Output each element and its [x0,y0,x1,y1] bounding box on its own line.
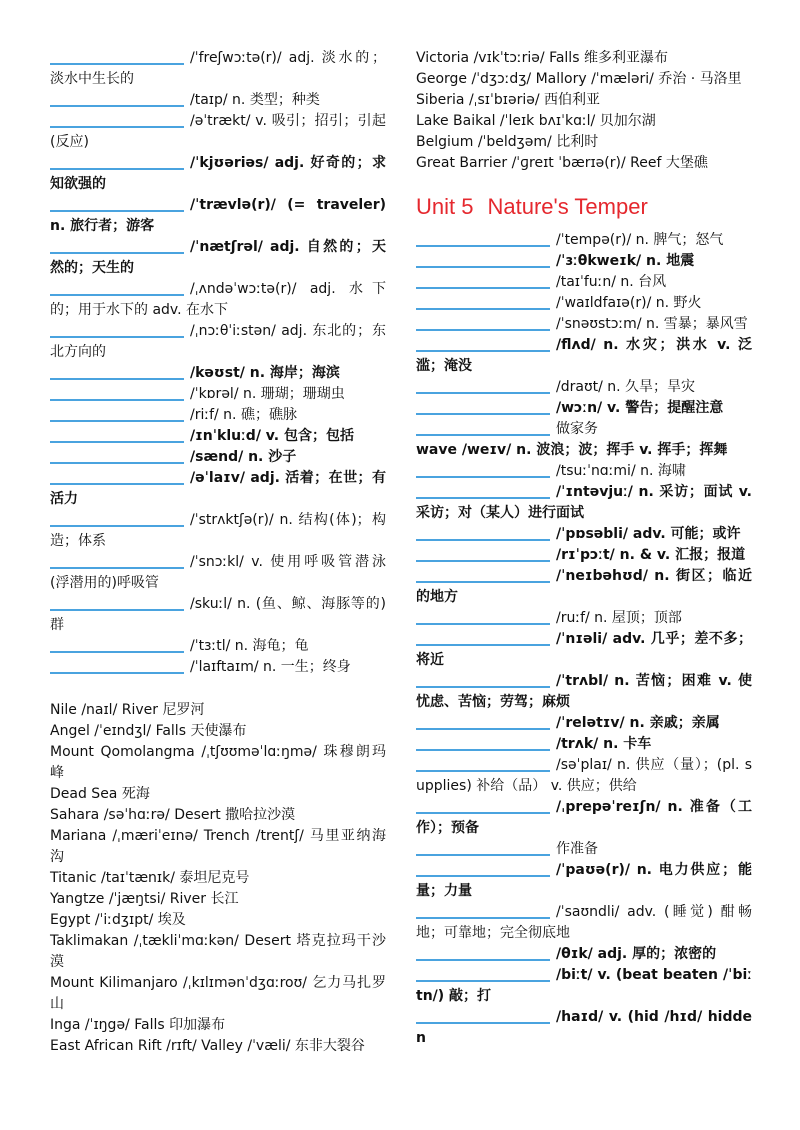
vocab-text: /ˈstrʌktʃə(r)/ n. 结构(体)；构造；体系 [50,512,386,549]
answer-blank[interactable] [416,231,550,247]
vocab-text: /ˈfreʃwɔːtə(r)/ adj. 淡水的；淡水中生长的 [50,50,386,87]
proper-noun-entry: Siberia /ˌsɪˈbɪəriə/ 西伯利亚 [416,92,600,108]
vocab-entry [416,440,752,461]
vocab-entry [416,944,752,965]
vocab-entry [416,860,752,902]
proper-noun-entry: Lake Baikal /ˈleɪk bʌɪˈkɑːl/ 贝加尔湖 [416,113,656,129]
vocab-text: /əˈlaɪv/ adj. 活着；在世；有活力 [50,470,386,507]
vocab-entry [416,293,752,314]
vocab-entry [50,405,386,426]
vocab-text: /ˈkjʊəriəs/ adj. 好奇的；求知欲强的 [50,155,386,192]
vocab-text: /ˌprepəˈreɪʃn/ n. 准备（工作）；预备 [416,799,752,836]
answer-blank[interactable] [50,49,184,65]
vocab-text: /taɪˈfuːn/ n. 台风 [556,274,667,290]
vocab-entry [50,552,386,594]
answer-blank[interactable] [50,280,184,296]
vocab-text: /ˈtrʌbl/ n. 苦恼；困难 v. 使忧虑、苦恼；劳驾；麻烦 [416,673,752,710]
vocab-entry [50,468,386,510]
vocab-text: /ˌnɔːθˈiːstən/ adj. 东北的；东北方向的 [50,323,386,360]
vocab-entry [416,566,752,608]
proper-noun-entry: East African Rift /rɪft/ Valley /ˈvæli/ 东非大裂谷 [50,1038,365,1054]
proper-noun-entry: Yangtze /ˈjæŋtsi/ River 长江 [50,891,239,907]
left-column [50,48,386,1057]
vocab-entry [50,384,386,405]
vocab-entry [50,363,386,384]
vocab-text: /ˌʌndəˈwɔːtə(r)/ adj. 水下的；用于水下的 adv. 在水下 [50,281,386,318]
vocab-entry [416,524,752,545]
answer-blank[interactable] [50,364,184,380]
vocab-entry [416,419,752,440]
vocab-text: 做家务 [556,421,598,437]
vocab-text: /ˈrelətɪv/ n. 亲戚；亲属 [556,715,720,731]
vocab-text: /ˈlaɪftaɪm/ n. 一生；终身 [190,659,351,675]
answer-blank[interactable] [416,1008,550,1024]
answer-blank[interactable] [50,406,184,422]
vocab-text: /haɪd/ v. (hid /hɪd/ hidden [416,1009,752,1046]
answer-blank[interactable] [50,595,184,611]
proper-noun-entry: Great Barrier /ˈɡreɪt ˈbærɪə(r)/ Reef 大堡礁 [416,155,708,171]
proper-noun-entry: Angel /ˈeɪndʒl/ Falls 天使瀑布 [50,723,247,739]
vocab-entry [50,636,386,657]
vocab-text: /ˈtempə(r)/ n. 脾气；怒气 [556,232,724,248]
answer-blank[interactable] [416,399,550,415]
unit-heading [416,192,752,222]
answer-blank[interactable] [416,840,550,856]
vocab-text: /flʌd/ n. 水灾；洪水 v. 泛滥；淹没 [416,337,752,374]
right-column [416,48,752,1049]
vocab-text: /səˈplaɪ/ n. 供应（量）；(pl. supplies) 补给（品） v. 供应；供给 [416,757,752,794]
vocab-entry [50,594,386,636]
vocab-entry [416,1007,752,1049]
answer-blank[interactable] [416,273,550,289]
vocab-entry [416,230,752,251]
vocab-text: /skuːl/ n. (鱼、鲸、海豚等的)群 [50,596,386,633]
vocab-text: /draʊt/ n. 久旱；旱灾 [556,379,696,395]
proper-noun-entry: Inga /ˈɪŋgə/ Falls 印加瀑布 [50,1017,226,1033]
answer-blank[interactable] [416,630,550,646]
vocab-text: /ˈtɜːtl/ n. 海龟；龟 [190,638,309,654]
answer-blank[interactable] [416,525,550,541]
proper-noun-entry: George /ˈdʒɔːdʒ/ Mallory /ˈmæləri/ 乔治 · 马洛里 [416,71,742,87]
vocab-text: /ˈɪntəvjuː/ n. 采访；面试 v. 采访；对（某人）进行面试 [416,484,752,521]
answer-blank[interactable] [416,378,550,394]
answer-blank[interactable] [416,420,550,436]
vocab-entry [416,797,752,839]
unit-title-text: Nature's Temper [487,194,648,219]
vocab-entry [50,426,386,447]
vocab-entry [416,734,752,755]
proper-noun-entry: Mount Kilimanjaro /ˌkɪlɪmənˈdʒɑːroʊ/ 乞力马扎罗山 [50,975,386,1012]
vocab-entry [416,902,752,944]
vocab-text: /tsuːˈnɑːmi/ n. 海啸 [556,463,686,479]
vocab-entry [50,657,386,678]
answer-blank[interactable] [50,427,184,443]
vocab-entry [50,111,386,153]
answer-blank[interactable] [50,91,184,107]
answer-blank[interactable] [416,945,550,961]
proper-noun-entry: Sahara /səˈhɑːrə/ Desert 撒哈拉沙漠 [50,807,296,823]
vocab-text: /θɪk/ adj. 厚的；浓密的 [556,946,717,962]
proper-noun-entry: Dead Sea 死海 [50,786,150,802]
vocab-entry [416,965,752,1007]
vocab-text: /ˈɜːθkweɪk/ n. 地震 [556,253,695,269]
answer-blank[interactable] [50,637,184,653]
answer-blank[interactable] [416,966,550,982]
vocab-text: /ˈkɒrəl/ n. 珊瑚；珊瑚虫 [190,386,345,402]
answer-blank[interactable] [416,315,550,331]
proper-noun-entry: Titanic /taɪˈtænɪk/ 泰坦尼克号 [50,870,250,886]
vocab-text: /rɪˈpɔːt/ n. & v. 汇报；报道 [556,547,746,563]
answer-blank[interactable] [50,553,184,569]
vocab-text: /biːt/ v. (beat beaten /ˈbiːtn/) 敲；打 [416,967,752,1004]
vocab-entry [416,335,752,377]
vocab-entry [50,279,386,321]
vocab-entry [50,48,386,90]
answer-blank[interactable] [50,658,184,674]
vocab-text: /ˈnætʃrəl/ adj. 自然的；天然的；天生的 [50,239,386,276]
answer-blank[interactable] [416,756,550,772]
vocab-entry [416,377,752,398]
vocab-entry [416,398,752,419]
answer-blank[interactable] [416,798,550,814]
vocab-text: /ˈwaɪldfaɪə(r)/ n. 野火 [556,295,702,311]
vocab-entry [50,153,386,195]
vocab-text: /ˈsnəʊstɔːm/ n. 雪暴；暴风雪 [556,316,748,332]
vocab-entry [50,90,386,111]
proper-nouns-list [50,700,386,1057]
vocabulary-list [50,48,386,678]
vocab-entry [416,755,752,797]
vocab-text: /ˈpɒsəbli/ adv. 可能；或许 [556,526,741,542]
proper-noun-entry: Mount Qomolangma /ˌtʃʊʊməˈlɑːŋmə/ 珠穆朗玛峰 [50,744,386,781]
vocab-entry [416,251,752,272]
vocab-text: /ˈpaʊə(r)/ n. 电力供应；能量；力量 [416,862,752,899]
answer-blank[interactable] [50,448,184,464]
vocab-text: /ˈsnɔːkl/ v. 使用呼吸管潜泳 (浮潜用的)呼吸管 [50,554,386,591]
vocab-text: /kəʊst/ n. 海岸；海滨 [190,365,340,381]
vocab-text: /ɪnˈkluːd/ v. 包含；包括 [190,428,354,444]
vocab-text: /taɪp/ n. 类型；种类 [190,92,320,108]
vocab-text: /əˈtrækt/ v. 吸引；招引；引起(反应) [50,113,386,150]
vocab-text: /ˈtrævlə(r)/ (= traveler) n. 旅行者；游客 [50,197,386,234]
answer-blank[interactable] [416,714,550,730]
answer-blank[interactable] [416,252,550,268]
answer-blank[interactable] [50,385,184,401]
vocab-text: /ˈsaʊndli/ adv. (睡觉) 酣畅地；可靠地；完全彻底地 [416,904,752,941]
answer-blank[interactable] [416,546,550,562]
vocab-entry [416,629,752,671]
vocab-text: /sænd/ n. 沙子 [190,449,297,465]
answer-blank[interactable] [416,483,550,499]
proper-noun-entry: Taklimakan /ˌtækliˈmɑːkən/ Desert 塔克拉玛干沙漠 [50,933,386,970]
vocab-text: /ˈneɪbəhʊd/ n. 街区；临近的地方 [416,568,752,605]
vocab-text: /wɔːn/ v. 警告；提醒注意 [556,400,724,416]
answer-blank[interactable] [416,294,550,310]
vocab-text: 作准备 [556,841,598,857]
vocab-entry [416,482,752,524]
unit-number: Unit 5 [416,194,474,219]
answer-blank[interactable] [416,336,550,352]
vocab-entry [50,510,386,552]
answer-blank[interactable] [50,238,184,254]
vocab-text: /ˈnɪəli/ adv. 几乎；差不多；将近 [416,631,752,668]
proper-noun-entry: Nile /naɪl/ River 尼罗河 [50,702,205,718]
vocab-text: wave /weɪv/ n. 波浪；波；挥手 v. 挥手；挥舞 [416,442,728,458]
vocab-entry [416,671,752,713]
answer-blank[interactable] [50,511,184,527]
answer-blank[interactable] [416,672,550,688]
answer-blank[interactable] [416,609,550,625]
answer-blank[interactable] [416,735,550,751]
answer-blank[interactable] [416,861,550,877]
vocab-entry [50,237,386,279]
answer-blank[interactable] [50,112,184,128]
proper-noun-entry: Belgium /ˈbeldʒəm/ 比利时 [416,134,599,150]
vocab-entry [50,321,386,363]
vocab-entry [416,461,752,482]
vocab-entry [416,608,752,629]
vocab-entry [416,545,752,566]
vocab-entry [50,447,386,468]
answer-blank[interactable] [50,469,184,485]
answer-blank[interactable] [50,322,184,338]
vocab-entry [50,195,386,237]
answer-blank[interactable] [416,462,550,478]
answer-blank[interactable] [50,154,184,170]
proper-nouns-list [416,48,752,174]
proper-noun-entry: Egypt /ˈiːdʒɪpt/ 埃及 [50,912,186,928]
answer-blank[interactable] [416,903,550,919]
vocabulary-list [416,230,752,1049]
proper-noun-entry: Victoria /vɪkˈtɔːriə/ Falls 维多利亚瀑布 [416,50,668,66]
vocab-text: /ruːf/ n. 屋顶；顶部 [556,610,682,626]
spacer [50,678,386,700]
vocab-entry [416,314,752,335]
proper-noun-entry: Mariana /ˌmæriˈeɪnə/ Trench /trentʃ/ 马里亚纳海沟 [50,828,386,865]
vocab-entry [416,713,752,734]
vocab-text: /trʌk/ n. 卡车 [556,736,652,752]
vocab-text: /riːf/ n. 礁；礁脉 [190,407,297,423]
vocab-entry [416,839,752,860]
vocab-entry [416,272,752,293]
answer-blank[interactable] [416,567,550,583]
answer-blank[interactable] [50,196,184,212]
